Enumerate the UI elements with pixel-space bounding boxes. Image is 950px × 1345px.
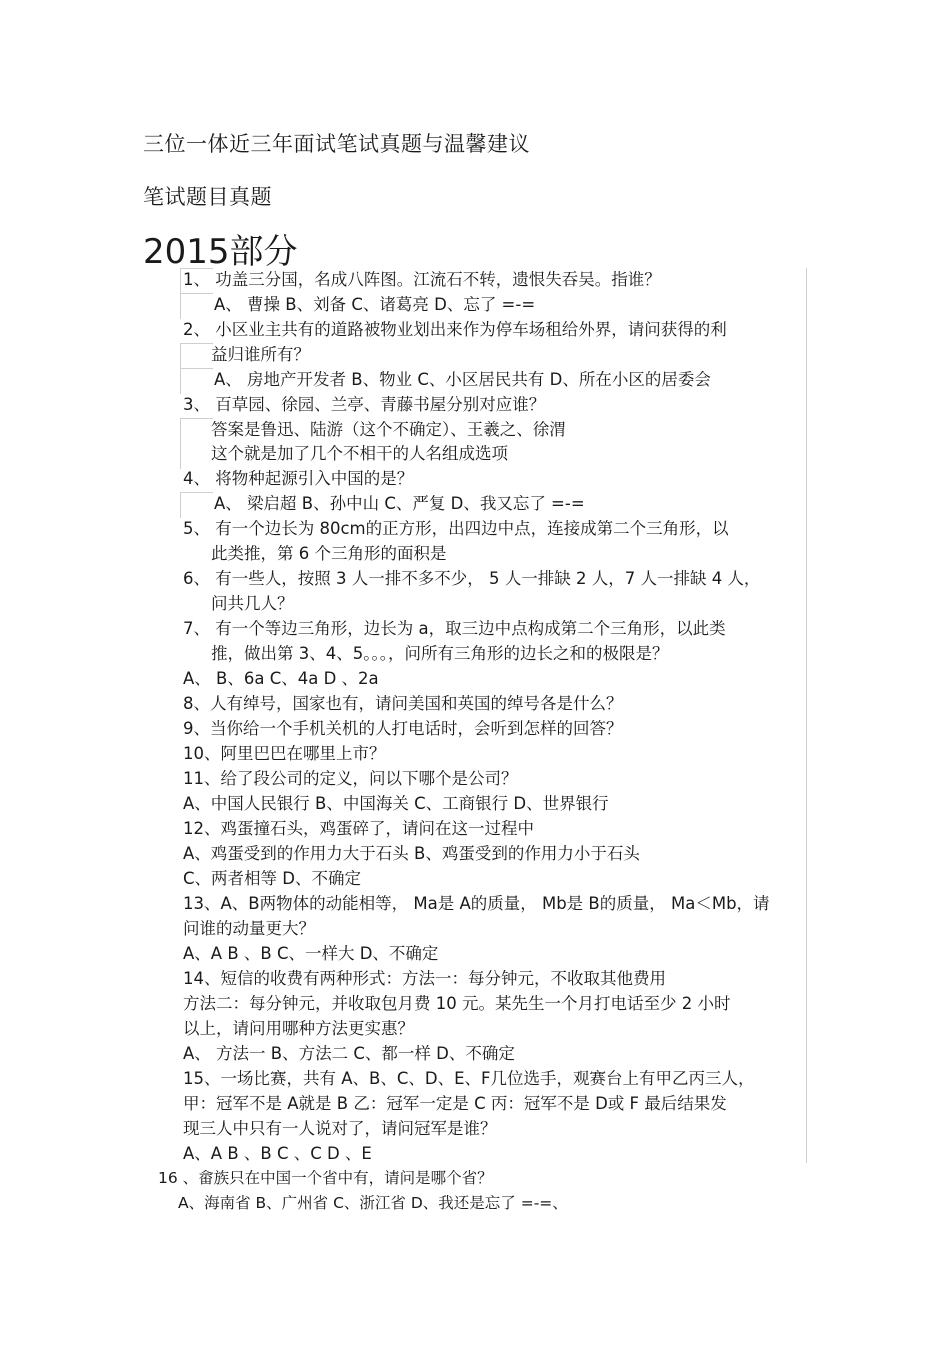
question-line: 以上，请问用哪种方法更实惠？: [183, 1019, 414, 1038]
margin-box: [180, 293, 213, 319]
question-line: 12、鸡蛋撞石头，鸡蛋碎了，请问在这一过程中: [183, 819, 534, 838]
question-line: 此类推，第 6 个三角形的面积是: [211, 544, 447, 563]
question-line: 2、 小区业主共有的道路被物业划出来作为停车场租给外界，请问获得的利: [183, 320, 727, 339]
question-line: 7、 有一个等边三角形，边长为 a，取三边中点构成第二个三角形，以此类: [183, 619, 726, 638]
question-line: C、两者相等 D、不确定: [183, 869, 361, 888]
document-subtitle: 笔试题目真题: [143, 185, 272, 209]
page-right-rule: [806, 268, 807, 1163]
question-line: 这个就是加了几个不相干的人名组成选项: [211, 444, 508, 463]
question-line: 4、 将物种起源引入中国的是？: [183, 469, 414, 488]
question-line: 推，做出第 3、4、5。。。，问所有三角形的边长之和的极限是？: [211, 644, 669, 663]
question-line: 1、 功盖三分国，名成八阵图。江流石不转，遗恨失吞吴。指谁？: [183, 270, 661, 289]
margin-box: [180, 368, 213, 394]
section-heading: 2015部分: [143, 232, 298, 272]
margin-box: [180, 492, 213, 518]
question-line: A、 方法一 B、方法二 C、都一样 D、不确定: [183, 1044, 515, 1063]
question-line: 6、 有一些人，按照 3 人一排不多不少， 5 人一排缺 2 人，7 人一排缺 4 人，: [183, 569, 761, 588]
question-line: 现三人中只有一人说对了，请问冠军是谁？: [183, 1119, 497, 1138]
question-line: A、中国人民银行 B、中国海关 C、工商银行 D、世界银行: [183, 794, 609, 813]
question-line: A、A B 、B C、一样大 D、不确定: [183, 944, 439, 963]
question-line: A、A B 、B C 、C D 、E: [183, 1144, 372, 1163]
question-line: 14、短信的收费有两种形式：方法一：每分钟元，不收取其他费用: [183, 969, 666, 988]
document-title: 三位一体近三年面试笔试真题与温馨建议: [143, 132, 530, 156]
question-line: 8、人有绰号，国家也有，请问美国和英国的绰号各是什么？: [183, 694, 623, 713]
question-line: 5、 有一个边长为 80cm的正方形，出四边中点，连接成第二个三角形，以: [183, 519, 729, 538]
question-line: 3、 百草园、徐园、兰亭、青藤书屋分别对应谁？: [183, 395, 546, 414]
question-line: 方法二：每分钟元，并收取包月费 10 元。某先生一个月打电话至少 2 小时: [183, 994, 731, 1013]
question-line: 甲：冠军不是 A就是 B 乙：冠军一定是 C 丙：冠军不是 D或 F 最后结果发: [183, 1094, 727, 1113]
question-line: A、 房地产开发者 B、物业 C、小区居民共有 D、所在小区的居委会: [214, 370, 711, 389]
question-line: 9、当你给一个手机关机的人打电话时，会听到怎样的回答？: [183, 719, 623, 738]
margin-box: [180, 418, 213, 469]
question-line: 13、A、B两物体的动能相等， Ma是 A的质量， Mb是 B的质量， Ma＜Mb，请: [183, 894, 770, 913]
question-line: 10、阿里巴巴在哪里上市？: [183, 744, 386, 763]
question-line: 15、一场比赛，共有 A、B、C、D、E、F几位选手，观赛台上有甲乙丙三人，: [183, 1069, 755, 1088]
question-line: 问谁的动量更大？: [183, 919, 315, 938]
question-line: A、 曹操 B、刘备 C、诸葛亮 D、忘了 =-=: [214, 295, 536, 314]
question-line: A、 梁启超 B、孙中山 C、严复 D、我又忘了 =-=: [214, 494, 585, 513]
question-line: A、海南省 B、广州省 C、浙江省 D、我还是忘了 =-=、: [178, 1194, 568, 1212]
question-line: 问共几人？: [211, 594, 294, 613]
question-line: A、 B、6a C、4a D 、2a: [183, 669, 379, 688]
question-line: 益归谁所有？: [211, 345, 310, 364]
question-line: A、鸡蛋受到的作用力大于石头 B、鸡蛋受到的作用力小于石头: [183, 844, 640, 863]
margin-box: [180, 343, 213, 369]
question-line: 16 、畲族只在中国一个省中有，请问是哪个省？: [158, 1169, 493, 1187]
question-line: 11、给了段公司的定义，问以下哪个是公司？: [183, 769, 518, 788]
question-line: 答案是鲁迅、陆游（这个不确定）、王羲之、徐渭: [211, 420, 566, 439]
